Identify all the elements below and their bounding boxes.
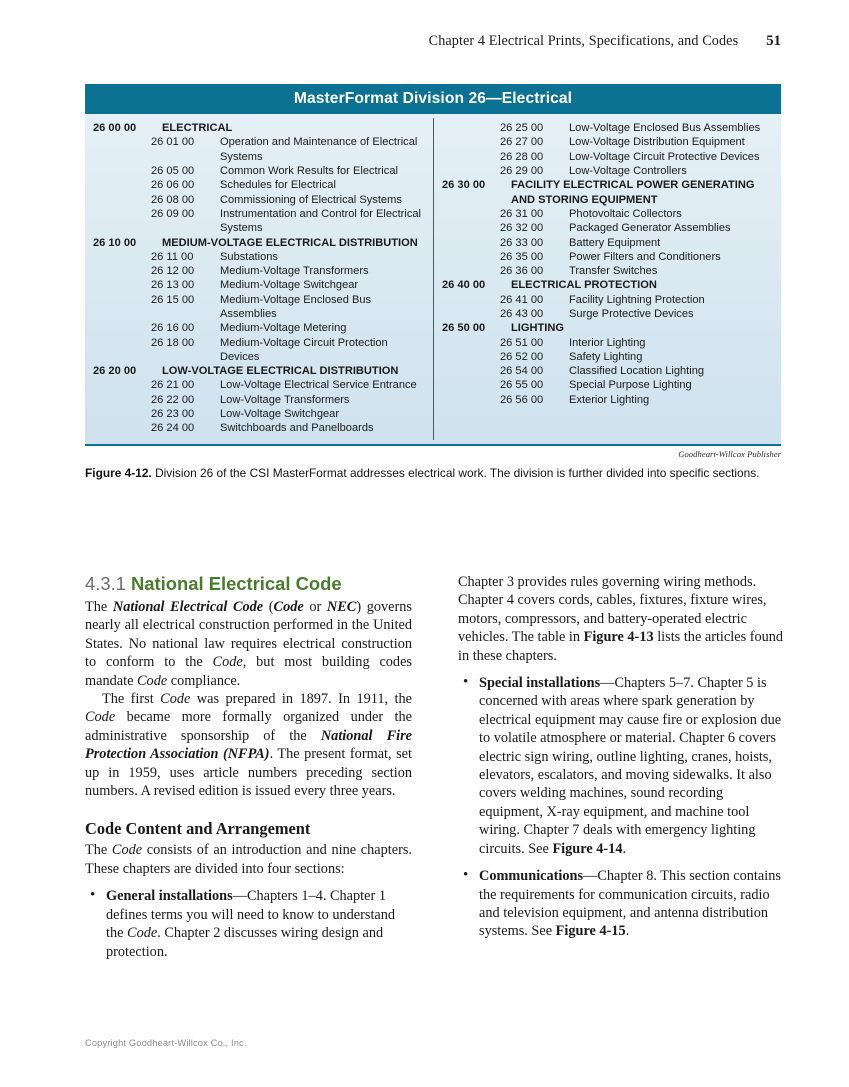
text-run-emphasis: Code [127,925,158,942]
text-run-emphasis: Code [111,842,143,859]
section-code: 26 13 00 [151,279,195,292]
table-row [442,164,775,178]
table-row [93,393,427,407]
text-run: compliance. [167,672,241,689]
footer-copyright: Copyright Goodheart-Willcox Co., Inc. [85,1038,247,1048]
table-row [442,393,775,407]
table-row [93,421,427,435]
table-row [442,207,775,221]
section-name: Instrumentation and Control for Electrical Systems [220,207,422,235]
table-row [442,121,775,135]
table-row [442,336,775,350]
table-row [442,350,775,364]
section-code: 26 30 00 [442,179,486,192]
running-head-title: Chapter 4 Electrical Prints, Specifications, and Codes [428,33,739,49]
section-code: 26 24 00 [151,422,195,435]
table-row [93,178,427,192]
text-run: —Chapters 1–4. Chapter 1 defines terms you will need to know to understand the [106,888,396,942]
table-row [93,121,427,135]
section-name: Low-Voltage Switchgear [220,408,340,421]
section-name: Battery Equipment [569,236,661,249]
section-name: Low-Voltage Circuit Protective Devices [569,150,760,163]
section-code: 26 25 00 [500,122,544,135]
section-name: FACILITY ELECTRICAL POWER GENERATING AND STORING EQUIPMENT [511,179,755,206]
table-row [93,321,427,335]
table-row [93,293,427,322]
section-code: 26 29 00 [500,165,544,178]
section-code: 26 32 00 [500,222,544,235]
text-run: was prepared in 1897. In 1911, the [190,691,413,708]
table-row [442,307,775,321]
table-row [93,236,427,250]
section-code: 26 52 00 [500,350,544,363]
table-row [442,135,775,149]
text-run-emphasis: Code [85,709,116,726]
table-row [442,221,775,235]
table-title: MasterFormat Division 26—Electrical [85,84,781,114]
section-code: 26 12 00 [151,265,195,278]
text-run: —Chapter 8. This section contains the requirements for communication circuits, radio and television equipment, and antenna distribution systems. See [479,868,781,940]
section-name: Switchboards and Panelboards [220,422,374,435]
text-run-emphasis: Code [137,672,168,689]
table-row [442,264,775,278]
section-code: 26 06 00 [151,179,195,192]
masterformat-table [85,114,781,446]
text-run: became more formally organized under the administrative sponsorship of the [85,709,412,744]
bullet-list-right [458,674,785,941]
text-run-emphasis: NEC [326,599,357,615]
text-run-strong: Figure 4-15 [555,923,626,940]
text-run-strong: Figure 4-13 [583,629,654,646]
section-name: Medium-Voltage Circuit Protection Devices [220,336,388,363]
table-row [93,407,427,421]
section-name: Medium-Voltage Enclosed Bus Assemblies [220,293,372,320]
body-column-right [458,573,785,1043]
subsection-heading: Code Content and Arrangement [85,819,311,839]
section-code: 26 56 00 [500,393,544,406]
section-code: 26 05 00 [151,165,195,178]
section-number: 4.3.1 [85,573,126,594]
text-run: , but most building codes mandate [85,654,412,689]
figure-caption-text: Division 26 of the CSI MasterFormat addresses electrical work. The division is further divided into specific sections. [155,465,760,480]
section-name: Medium-Voltage Metering [220,322,347,335]
text-run: . [625,923,630,940]
section-name: Packaged Generator Assemblies [569,222,731,235]
body-columns [85,573,785,1043]
figure-caption [85,465,779,483]
list-item [85,887,412,961]
section-name: MEDIUM-VOLTAGE ELECTRICAL DISTRIBUTION [162,236,418,249]
section-name: LOW-VOLTAGE ELECTRICAL DISTRIBUTION [162,365,399,378]
table-row [93,250,427,264]
text-run-strong: Special installations [479,675,601,692]
section-code: 26 08 00 [151,193,195,206]
section-code: 26 21 00 [151,379,195,392]
text-run: The [85,599,113,615]
section-name: Special Purpose Lighting [569,379,692,392]
section-name: LIGHTING [511,322,564,335]
text-run-strong: General installations [106,888,233,905]
figure-4-12 [85,84,781,482]
section-name: Power Filters and Conditioners [569,250,721,263]
text-run: or [303,599,327,615]
section-name: ELECTRICAL [162,122,233,135]
section-code: 26 20 00 [93,365,137,378]
table-row [442,278,775,292]
section-name: Low-Voltage Electrical Service Entrance [220,379,417,392]
section-code: 26 31 00 [500,207,544,220]
section-code: 26 51 00 [500,336,544,349]
section-code: 26 27 00 [500,136,544,149]
section-name: Common Work Results for Electrical [220,165,398,178]
section-name: Exterior Lighting [569,393,650,406]
text-run-strong: Communications [479,868,584,885]
running-head [85,33,781,50]
table-column-left [85,118,433,440]
text-run: ) governs nearly all electrical construction performed in the United States. No national law requires electrical construction to conform to the [85,599,412,671]
text-run: Chapter 3 provides rules governing wiring methods. Chapter 4 covers cords, cables, fixtures, fixture wires, motors, compressors, and battery-operated electric vehicles. The table in [458,574,767,646]
text-run: The first [102,691,161,708]
text-run: . [622,840,627,857]
section-name: Medium-Voltage Transformers [220,265,369,278]
section-code: 26 09 00 [151,207,195,220]
paragraph-continued [458,573,785,665]
section-name: Classified Location Lighting [569,365,705,378]
text-run-emphasis: National Electrical Code [112,599,264,615]
paragraph-1 [85,598,412,690]
text-run: consists of an introduction and nine chapters. These chapters are divided into four sections: [85,842,412,877]
paragraph-3 [85,841,412,878]
section-name: Photovoltaic Collectors [569,207,682,220]
section-code: 26 40 00 [442,279,486,292]
table-row [93,264,427,278]
section-name: Safety Lighting [569,350,643,363]
table-row [442,150,775,164]
table-row [93,336,427,365]
section-name: Low-Voltage Distribution Equipment [569,136,745,149]
section-code: 26 18 00 [151,336,195,349]
table-row [93,207,427,236]
section-code: 26 00 00 [93,122,137,135]
table-row [93,378,427,392]
table-row [442,321,775,335]
section-name: Surge Protective Devices [569,308,694,320]
text-run: . Chapter 2 discusses wiring design and protection. [106,925,384,960]
section-name: Low-Voltage Enclosed Bus Assemblies [569,122,761,135]
section-name: ELECTRICAL PROTECTION [511,279,657,292]
bullet-list-left [85,887,412,961]
text-run-strong: Figure 4-14 [552,840,623,857]
table-row [442,293,775,307]
paragraph-2 [85,690,412,800]
text-run-emphasis: Code [273,599,304,615]
table-row [442,364,775,378]
section-code: 26 43 00 [500,308,544,320]
body-column-left [85,573,412,1043]
section-code: 26 22 00 [151,393,195,406]
table-row [442,236,775,250]
text-run: ( [263,599,274,615]
section-name: Operation and Maintenance of Electrical Systems [220,136,418,163]
table-row [442,378,775,392]
section-code: 26 23 00 [151,408,195,421]
figure-caption-label: Figure 4-12. [85,465,152,480]
text-run-emphasis: Code [160,691,191,708]
section-name: Transfer Switches [569,265,658,278]
text-run: —Chapters 5–7. Chapter 5 is concerned with areas where spark generation by electrical equipment may cause fire or explosion due to volatile atmosphere or material. Chapter 6 covers electric sign wiring, outline lighting, cranes, hoists, elevators, escalators, and moving sidewalks. It also covers welding machines, sound recording equipment, X-ray equipment, and machine tool wiring. Chapter 7 deals with emergency lighting circuits. See [479,675,782,857]
section-name: Facility Lightning Protection [569,293,705,306]
section-code: 26 33 00 [500,236,544,249]
section-name: Interior Lighting [569,336,646,349]
section-heading [85,573,412,595]
text-run-emphasis: National Fire Protection Association (NFPA) [85,727,412,763]
section-code: 26 28 00 [500,150,544,163]
table-row [93,135,427,164]
section-code: 26 16 00 [151,322,195,335]
page-number: 51 [766,33,781,49]
text-run: The [85,842,112,859]
figure-credit: Goodheart-Willcox Publisher [678,448,781,459]
text-run: lists the articles found in these chapters. [458,629,784,664]
section-name: Schedules for Electrical [220,179,336,192]
section-code: 26 10 00 [93,236,137,249]
table-column-right [433,118,781,440]
section-name: Low-Voltage Controllers [569,165,687,178]
table-row [442,178,775,207]
text-run-emphasis: Code [212,654,243,671]
section-name: Low-Voltage Transformers [220,393,350,406]
section-name: Substations [220,250,278,263]
section-code: 26 54 00 [500,365,544,378]
table-row [442,250,775,264]
table-row [93,164,427,178]
section-name: Commissioning of Electrical Systems [220,193,402,206]
table-row [93,364,427,378]
section-code: 26 36 00 [500,265,544,278]
list-item [458,867,785,941]
table-row [93,278,427,292]
section-name: Medium-Voltage Switchgear [220,279,359,292]
section-code: 26 41 00 [500,293,544,306]
section-code: 26 11 00 [151,250,194,263]
section-code: 26 55 00 [500,379,544,392]
list-item [458,674,785,858]
section-title: National Electrical Code [131,573,342,594]
section-code: 26 15 00 [151,293,195,306]
section-code: 26 01 00 [151,136,195,149]
text-run: . The present format, set up in 1959, uses article numbers preceding section numbers. A revised edition is issued every three years. [85,746,412,800]
section-code: 26 50 00 [442,322,486,335]
table-row [93,193,427,207]
section-code: 26 35 00 [500,250,544,263]
